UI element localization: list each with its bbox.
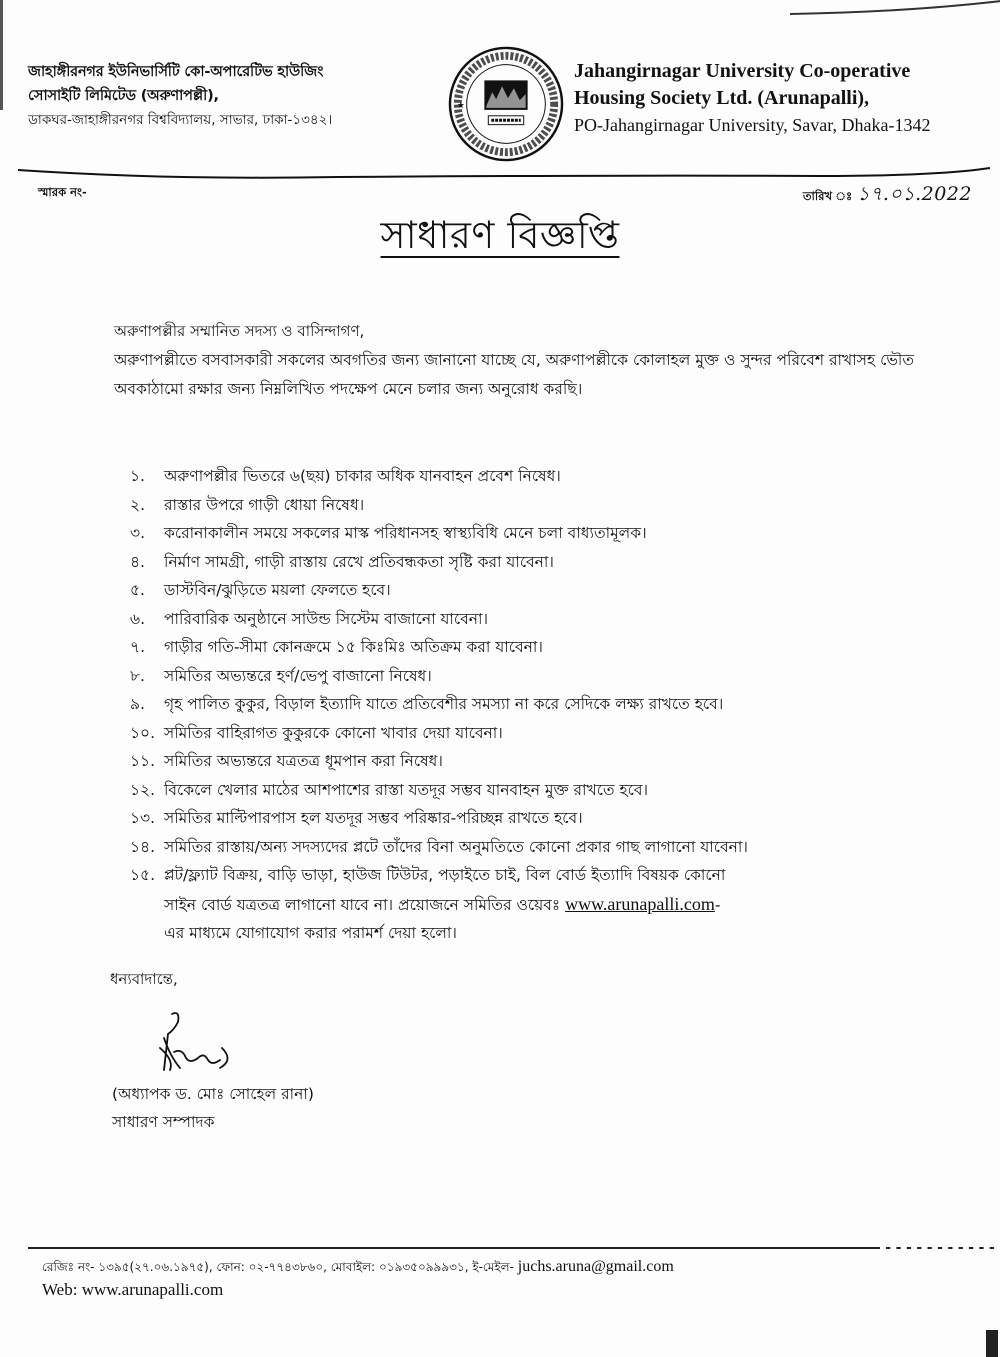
org-name-english-line1: Jahangirnagar University Co-operative — [574, 60, 911, 82]
address-bangla: ডাকঘর-জাহাঙ্গীরনগর বিশ্ববিদ্যালয়, সাভার, ঢাকা-১৩৪২। — [28, 112, 333, 128]
rule-item — [130, 633, 960, 662]
address-english: PO-Jahangirnagar University, Savar, Dhaka-1342 — [574, 115, 931, 135]
scan-edge-artifact — [986, 1330, 998, 1357]
letterhead-bangla — [28, 60, 448, 132]
signer-name: (অধ্যাপক ড. মোঃ সোহেল রানা) — [112, 1085, 314, 1103]
rule-text: সমিতির রাস্তায়/অন্য সদস্যদের প্লটে তাঁদের বিনা অনুমতিতে কোনো প্রকার গাছ লাগানো যাবেনা। — [164, 837, 748, 856]
footer-divider — [28, 1247, 1000, 1253]
rule-item — [130, 519, 960, 548]
rule-number: ৪. — [130, 552, 145, 571]
rule-item — [130, 747, 960, 776]
rule-text: সমিতির বাহিরাগত কুকুরকে কোনো খাবার দেয়া যাবেনা। — [164, 723, 503, 742]
rule-number: ১০. — [130, 723, 156, 742]
letterhead-english — [574, 58, 994, 139]
org-name-english-line2: Housing Society Ltd. (Arunapalli), — [574, 87, 870, 109]
rule-number: ১৫. — [130, 866, 156, 884]
footer-contact-line — [42, 1258, 674, 1279]
rule-text: সমিতির অভ্যন্তরে যত্রতত্র ধূমপান করা নিষেধ। — [164, 752, 443, 770]
rule-text-line2 — [130, 890, 720, 920]
rule-number: ৩. — [130, 524, 146, 542]
svg-text:★: ★ — [456, 100, 465, 111]
rule-item — [130, 491, 960, 520]
society-seal-logo-icon — [447, 45, 565, 163]
footer-email[interactable]: juchs.aruna@gmail.com — [517, 1258, 674, 1275]
rule-number: ৯. — [130, 695, 145, 713]
rule-item — [130, 576, 960, 605]
rule-text-line2-text: সাইন বোর্ড যত্রতত্র লাগানো যাবে না। প্রয়োজনে সমিতির ওয়েবঃ — [164, 895, 566, 914]
rule-text: বিকেলে খেলার মাঠের আশপাশের রাস্তা যতদূর সম্ভব যানবাহন মুক্ত রাখতে হবে। — [164, 780, 649, 799]
scan-edge-artifact — [0, 0, 3, 110]
rule-text: পারিবারিক অনুষ্ঠানে সাউন্ড সিস্টেম বাজানো যাবেনা। — [164, 609, 489, 628]
rule-text: গাড়ীর গতি-সীমা কোনক্রমে ১৫ কিঃমিঃ অতিক্রম করা যাবেনা। — [164, 638, 543, 656]
intro-paragraph: অরুণাপল্লীতে বসবাসকারী সকলের অবগতির জন্য জানানো যাচ্ছে যে, অরুণাপল্লীকে কোলাহল মুক্ত ও সুন্দর পরিবেশ রাখাসহ ভৌত অবকাঠামো রক্ষার জন্য নিম্নলিখিত পদক্ষেপ মেনে চলার জন্য অনুরোধ করছি। — [114, 351, 914, 398]
memo-number-label: স্মারক নং- — [38, 185, 87, 199]
rule-text: করোনাকালীন সময়ে সকলের মাস্ক পরিধানসহ স্বাস্থ্যবিধি মেনে চলা বাধ্যতামূলক। — [164, 524, 647, 542]
rule-number: ৬. — [130, 609, 146, 628]
date-label: তারিখ ঃ — [802, 189, 853, 203]
signature-icon — [150, 1008, 240, 1078]
closing: ধন্যবাদান্তে, — [110, 970, 178, 988]
salutation: অরুণাপল্লীর সম্মানিত সদস্য ও বাসিন্দাগণ, — [114, 322, 365, 340]
rule-item — [130, 605, 960, 634]
rule-text: ডাস্টবিন/ঝুড়িতে ময়লা ফেলতে হবে। — [164, 581, 391, 599]
rule-item-continuation — [130, 890, 960, 920]
website-link[interactable]: www.arunapalli.com — [565, 893, 715, 914]
rule-item — [130, 719, 960, 748]
rule-text: সমিতির মাল্টিপারপাস হল যতদূর সম্ভব পরিষ্কার-পরিচ্ছন্ন রাখতে হবে। — [164, 809, 583, 827]
rule-item — [130, 804, 960, 833]
rule-text: সমিতির অভ্যন্তরে হর্ণ/ভেপু বাজানো নিষেধ। — [164, 666, 432, 685]
rule-text-line2-tail: - — [714, 895, 721, 914]
header-divider — [18, 166, 990, 180]
rule-text: গৃহ পালিত কুকুর, বিড়াল ইত্যাদি যাতে প্রতিবেশীর সমস্যা না করে সেদিকে লক্ষ্য রাখতে হবে। — [164, 695, 724, 713]
rule-item — [130, 690, 960, 719]
notice-title — [0, 206, 1000, 270]
date-value: ১৭.০১.2022 — [857, 183, 972, 205]
rules-list — [130, 462, 960, 948]
rule-text: রাস্তার উপরে গাড়ী ধোয়া নিষেধ। — [164, 495, 365, 514]
signer-title: সাধারণ সম্পাদক — [112, 1113, 215, 1131]
rule-number: ১৩. — [130, 809, 156, 827]
rule-text-line1: প্লট/ফ্ল্যাট বিক্রয়, বাড়ি ভাড়া, হাউজ টিউটর, পড়াইতে চাই, বিল বোর্ড ইত্যাদি বিষয়ক কোনো — [164, 866, 726, 884]
org-name-bangla-line1: জাহাঙ্গীরনগর ইউনিভার্সিটি কো-অপারেটিভ হাউজিং — [28, 64, 324, 80]
rule-item — [130, 861, 960, 890]
rule-number: ৫. — [130, 581, 145, 599]
rule-item — [130, 462, 960, 491]
rule-item — [130, 776, 960, 805]
rule-item — [130, 662, 960, 691]
rule-number: ৮. — [130, 666, 145, 685]
rule-text: নির্মাণ সামগ্রী, গাড়ী রাস্তায় রেখে প্রতিবন্ধকতা সৃষ্টি করা যাবেনা। — [164, 552, 554, 571]
rule-item — [130, 833, 960, 862]
rule-text-line3: এর মাধ্যমে যোগাযোগ করার পরামর্শ দেয়া হলো। — [164, 924, 457, 942]
rule-number: ১১. — [130, 752, 156, 770]
rule-text: অরুণাপল্লীর ভিতরে ৬(ছয়) চাকার অধিক যানবাহন প্রবেশ নিষেধ। — [164, 467, 561, 485]
rule-text — [164, 861, 924, 890]
rule-number: ২. — [130, 495, 146, 514]
rule-item — [130, 548, 960, 577]
notice-title-text: সাধারণ বিজ্ঞপ্তি — [380, 213, 620, 257]
rule-number: ১২. — [130, 780, 156, 799]
rule-number: ৭. — [130, 638, 146, 656]
signer-block — [112, 1080, 314, 1136]
scan-curve-artifact — [790, 0, 1000, 30]
rule-number: ১৪. — [130, 837, 156, 856]
rule-number: ১. — [130, 467, 145, 485]
footer-website[interactable]: Web: www.arunapalli.com — [42, 1280, 224, 1299]
footer-registration-phone: রেজিঃ নং- ১৩৯৫(২৭.০৬.১৯৭৫), ফোন: ০২-৭৭৪৩৮৬০, মোবাইল: ০১৯৩৫০৯৯৯৩১, ই-মেইল- — [42, 1260, 518, 1274]
rule-item-continuation — [130, 919, 960, 948]
org-name-bangla-line2: সোসাইটি লিমিটেড (অরুণাপল্লী), — [28, 88, 219, 104]
